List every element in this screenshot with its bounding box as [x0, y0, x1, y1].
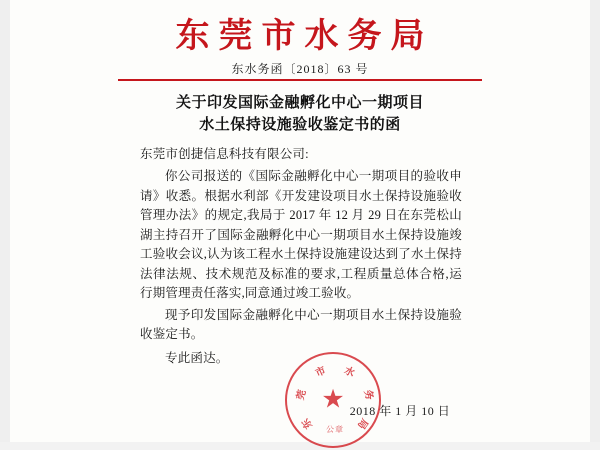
seal-star-icon: ★ [321, 384, 345, 414]
seal-ring-char: 东 [299, 415, 315, 431]
seal-ring-char: 务 [361, 388, 375, 401]
document-title-line-1: 关于印发国际金融孵化中心一期项目 [175, 95, 424, 111]
seal-ring-char: 莞 [295, 388, 309, 401]
seal-ring-char: 水 [342, 365, 357, 380]
letterhead-title: 东莞市水务局 [175, 18, 434, 55]
seal-ring-char: 局 [355, 415, 371, 431]
body-paragraph-1: 你公司报送的《国际金融孵化中心一期项目的验收申请》收悉。根据水利部《开发建设项目水土保持设施验收管理办法》的规定,我局于 2017 年 12 月 29 日在东莞松山湖主持召开了国际金融孵化中心一期项目水土保持设施竣工验收会议,认为该工程水土保持设施建设达到了水土保持法律法规、技术规范及标准的要求,工程质量总体合格,运行期管理责任落实,同意通过竣工验收。 [140, 169, 462, 300]
document-body [140, 145, 462, 370]
red-divider-rule [118, 79, 482, 81]
body-paragraph-2: 现予印发国际金融孵化中心一期项目水土保持设施验收鉴定书。 [140, 307, 462, 341]
letterhead [0, 18, 600, 55]
document-number: 东水务函〔2018〕63 号 [231, 62, 369, 76]
signature-date: 2018 年 1 月 10 日 [349, 404, 451, 418]
document-title-line-2: 水土保持设施验收鉴定书的函 [199, 117, 401, 133]
seal-bottom-text: 公章 [326, 425, 344, 434]
closing-line: 专此函达。 [165, 350, 229, 365]
salutation: 东莞市创捷信息科技有限公司: [140, 147, 309, 161]
official-seal [285, 352, 381, 448]
document-title [0, 92, 600, 136]
seal-ring-char: 市 [313, 365, 328, 380]
